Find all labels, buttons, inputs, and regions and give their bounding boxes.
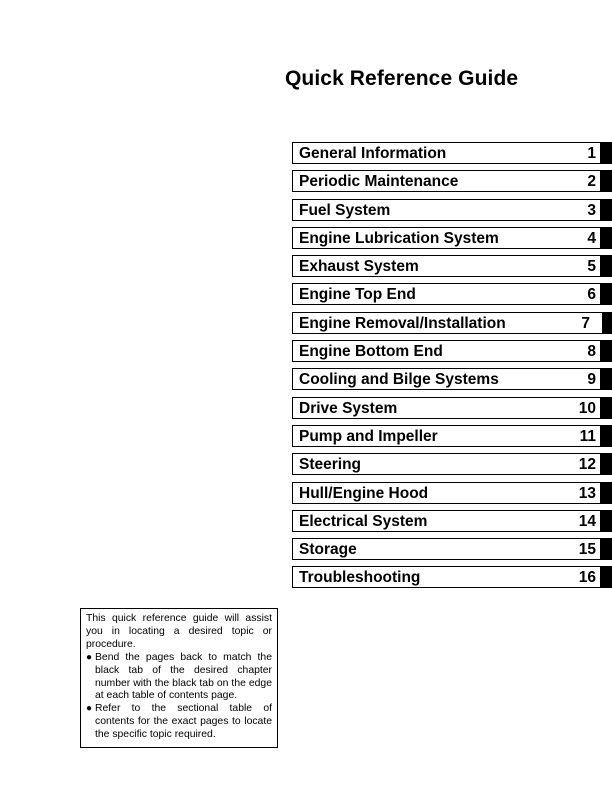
chapter-row-general-information[interactable]	[292, 142, 612, 164]
chapter-tab	[600, 539, 612, 559]
chapter-number: 9	[587, 371, 596, 389]
chapter-row-exhaust-system[interactable]	[292, 255, 612, 277]
chapter-row-pump-and-impeller[interactable]	[292, 425, 612, 447]
chapter-row-periodic-maintenance[interactable]	[292, 170, 612, 192]
note-bullet-text: Refer to the sectional table of contents for the exact pages to locate the specific topic required.	[95, 703, 272, 741]
chapter-number: 7	[581, 314, 590, 332]
chapter-tab	[600, 483, 612, 503]
chapter-tab	[600, 284, 612, 304]
chapter-label: General Information	[299, 145, 447, 162]
note-bullet-item	[86, 652, 272, 704]
chapter-tab	[600, 426, 612, 446]
chapter-tab	[600, 398, 612, 418]
chapter-tab	[600, 567, 612, 587]
chapter-number: 11	[579, 427, 596, 445]
chapter-number: 14	[578, 512, 596, 530]
chapter-row-storage[interactable]	[292, 538, 612, 560]
note-bullet-list	[86, 652, 272, 742]
usage-note-box	[80, 608, 278, 748]
chapter-number: 16	[578, 569, 596, 587]
chapter-tab	[600, 369, 612, 389]
chapter-row-drive-system[interactable]	[292, 397, 612, 419]
chapter-number: 6	[587, 286, 596, 304]
chapter-number: 12	[578, 456, 596, 474]
page-title: Quick Reference Guide	[285, 67, 519, 90]
chapter-label: Periodic Maintenance	[299, 173, 459, 191]
chapter-label: Engine Removal/Installation	[299, 314, 506, 332]
note-bullet-item	[86, 703, 272, 742]
chapter-number: 4	[587, 229, 596, 247]
chapter-number: 15	[578, 541, 596, 559]
chapter-tab	[600, 454, 612, 474]
chapter-label: Drive System	[299, 399, 398, 417]
chapter-label: Exhaust System	[299, 258, 419, 276]
note-intro: This quick reference guide will assist you in locating a desired topic or procedure.	[86, 613, 272, 650]
chapter-label: Fuel System	[299, 201, 391, 219]
chapter-number: 2	[587, 173, 596, 191]
chapter-tab	[600, 511, 612, 531]
chapter-number: 8	[587, 343, 596, 361]
chapter-label: Electrical System	[299, 512, 428, 530]
chapter-label: Troubleshooting	[299, 569, 421, 587]
chapter-row-fuel-system[interactable]	[292, 199, 612, 221]
chapter-label: Storage	[299, 541, 357, 559]
chapter-label: Pump and Impeller	[299, 427, 438, 445]
chapter-number: 3	[587, 201, 596, 219]
chapter-tab	[600, 171, 612, 191]
chapter-row-troubleshooting[interactable]	[292, 566, 612, 588]
chapter-row-engine-removal-installation[interactable]	[292, 312, 612, 334]
chapter-tab	[602, 313, 612, 333]
bullet-icon: ●	[86, 651, 93, 663]
chapter-label: Cooling and Bilge Systems	[299, 371, 499, 389]
chapter-label: Engine Bottom End	[299, 343, 443, 361]
bullet-icon: ●	[86, 703, 93, 715]
chapter-tab	[600, 341, 612, 361]
chapter-number: 1	[587, 145, 596, 162]
chapter-label: Engine Top End	[299, 286, 416, 304]
chapter-tab	[600, 256, 612, 276]
chapter-number: 10	[578, 399, 596, 417]
chapter-list	[292, 142, 612, 595]
chapter-number: 13	[578, 484, 596, 502]
chapter-tab	[600, 200, 612, 220]
chapter-row-electrical-system[interactable]	[292, 510, 612, 532]
chapter-row-engine-bottom-end[interactable]	[292, 340, 612, 362]
note-bullet-text: Bend the pages back to match the black tab of the desired chapter number with the black tab on the edge at each table of contents page.	[95, 651, 272, 702]
chapter-row-engine-lubrication-system[interactable]	[292, 227, 612, 249]
chapter-label: Engine Lubrication System	[299, 229, 499, 247]
chapter-label: Steering	[299, 456, 362, 474]
chapter-tab	[600, 143, 612, 163]
chapter-label: Hull/Engine Hood	[299, 484, 429, 502]
chapter-tab	[600, 228, 612, 248]
chapter-row-hull-engine-hood[interactable]	[292, 482, 612, 504]
chapter-row-engine-top-end[interactable]	[292, 283, 612, 305]
chapter-row-cooling-and-bilge-systems[interactable]	[292, 368, 612, 390]
chapter-row-steering[interactable]	[292, 453, 612, 475]
chapter-number: 5	[587, 258, 596, 276]
